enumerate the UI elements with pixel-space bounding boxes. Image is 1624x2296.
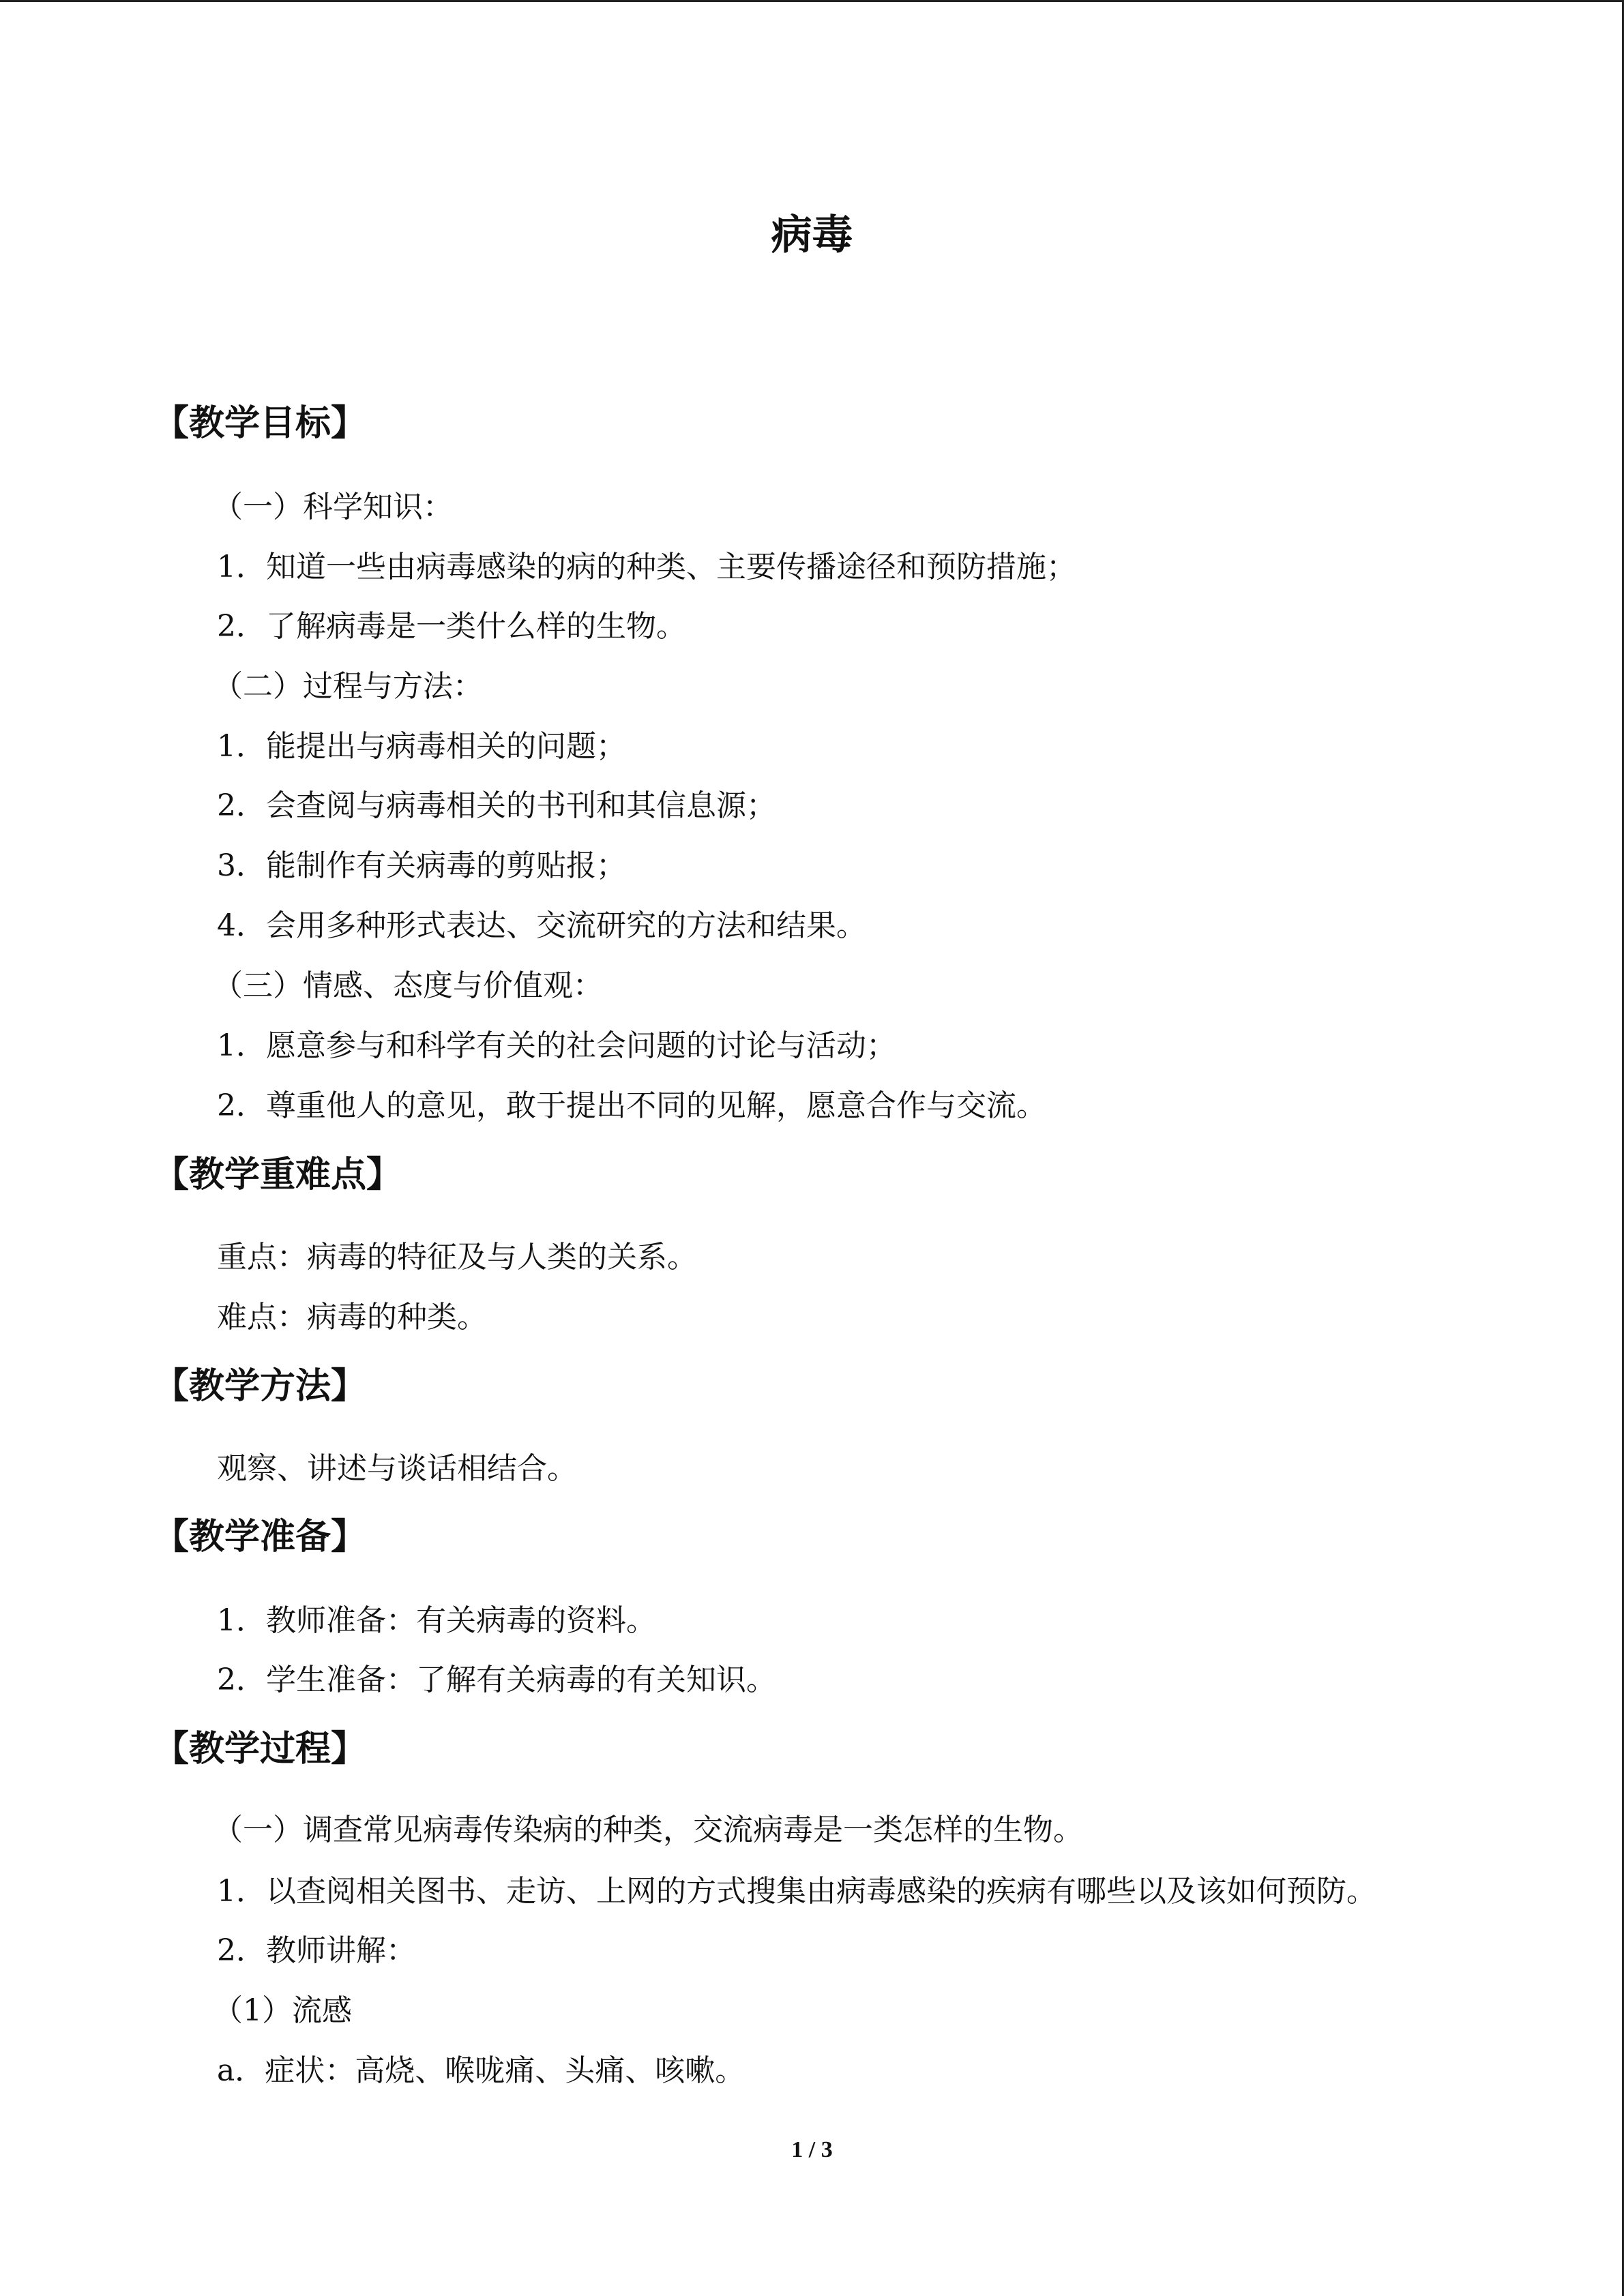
objective-line: 1．能提出与病毒相关的问题； bbox=[217, 729, 626, 764]
objective-line: 2．了解病毒是一类什么样的生物。 bbox=[217, 609, 686, 644]
method-line: 观察、讲述与谈话相结合。 bbox=[217, 1451, 577, 1486]
objective-line: （二）过程与方法： bbox=[213, 669, 483, 704]
objective-line: 1．愿意参与和科学有关的社会问题的讨论与活动； bbox=[217, 1028, 896, 1063]
page-number: 1 / 3 bbox=[791, 2137, 833, 2162]
objective-line: 4．会用多种形式表达、交流研究的方法和结果。 bbox=[217, 908, 866, 943]
section-heading-process: 【教学过程】 bbox=[153, 1729, 367, 1770]
process-line: 1．以查阅相关图书、走访、上网的方式搜集由病毒感染的疾病有哪些以及该如何预防。 bbox=[217, 1874, 1376, 1909]
page-top-border bbox=[0, 0, 1624, 2]
section-heading-preparation: 【教学准备】 bbox=[153, 1517, 367, 1557]
objective-line: （三）情感、态度与价值观： bbox=[213, 968, 603, 1003]
process-line: （一）调查常见病毒传染病的种类，交流病毒是一类怎样的生物。 bbox=[213, 1813, 1083, 1847]
section-heading-methods: 【教学方法】 bbox=[153, 1366, 367, 1407]
objective-line: 1．知道一些由病毒感染的病的种类、主要传播途径和预防措施； bbox=[217, 550, 1076, 584]
key-point-line: 重点：病毒的特征及与人类的关系。 bbox=[217, 1240, 697, 1274]
key-point-line: 难点：病毒的种类。 bbox=[217, 1300, 487, 1335]
objective-line: 2．尊重他人的意见，敢于提出不同的见解，愿意合作与交流。 bbox=[217, 1088, 1046, 1123]
objective-line: 3．能制作有关病毒的剪贴报； bbox=[217, 848, 626, 883]
preparation-line: 2．学生准备：了解有关病毒的有关知识。 bbox=[217, 1663, 776, 1697]
process-line: （1）流感 bbox=[213, 1993, 352, 2028]
section-heading-key-points: 【教学重难点】 bbox=[153, 1154, 402, 1195]
objective-line: 2．会查阅与病毒相关的书刊和其信息源； bbox=[217, 788, 776, 823]
document-title: 病毒 bbox=[771, 211, 853, 259]
section-heading-objectives: 【教学目标】 bbox=[153, 403, 367, 444]
process-line: 2．教师讲解： bbox=[217, 1933, 416, 1968]
process-line: a．症状：高烧、喉咙痛、头痛、咳嗽。 bbox=[217, 2053, 745, 2088]
objective-line: （一）科学知识： bbox=[213, 490, 453, 524]
preparation-line: 1．教师准备：有关病毒的资料。 bbox=[217, 1603, 656, 1638]
